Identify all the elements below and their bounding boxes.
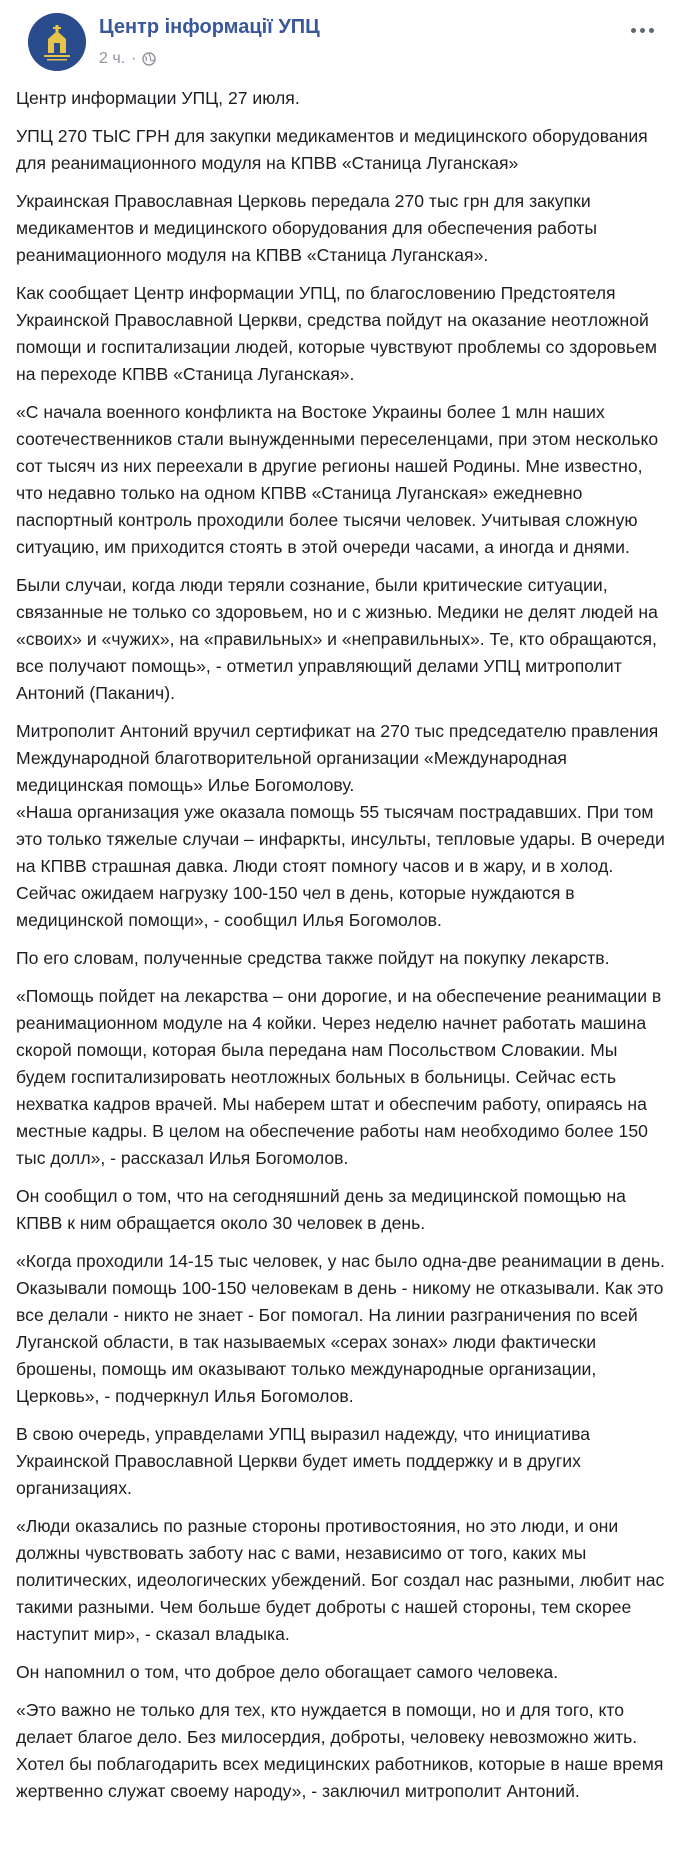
meta-separator: · — [131, 50, 137, 67]
more-options-icon[interactable] — [628, 18, 656, 42]
church-logo-icon — [28, 13, 86, 71]
post-paragraph: Центр информации УПЦ, 27 июля. — [16, 88, 300, 108]
post-header — [16, 0, 666, 82]
post-author[interactable]: Центр інформації УПЦ — [99, 16, 320, 38]
post-meta — [99, 50, 156, 68]
post-paragraph: «Наша организация уже оказала помощь 55 тысячам пострадавших. При том это только тяжелые случаи – инфаркты, инсульты, тепловые удары. В очереди на КПВВ страшная давка. Люди стоят помногу часов и в жару, и в холод. Сейчас ожидаем нагрузку 100-150 чел в день, которые нуждаются в медицинской помощи», - сообщил Илья Богомолов. — [16, 802, 665, 930]
post-paragraph: Он сообщил о том, что на сегодняшний день за медицинской помощью на КПВВ к ним обращается около 30 человек в день. — [16, 1186, 626, 1233]
post-body — [16, 85, 666, 1805]
globe-icon[interactable] — [142, 52, 156, 66]
post-paragraph: В свою очередь, управделами УПЦ выразил надежду, что инициатива Украинской Православной Церкви будет иметь поддержку и в других организациях. — [16, 1424, 591, 1498]
avatar[interactable] — [28, 13, 86, 71]
post-paragraph: УПЦ 270 ТЫС ГРН для закупки медикаментов и медицинского оборудования для реанимационного модуля на КПВВ «Станица Луганская» — [16, 126, 648, 173]
post-paragraph: Митрополит Антоний вручил сертификат на 270 тыс председателю правления Международной благотворительной организации «Международная медицинская помощь» Илье Богомолову. — [16, 721, 659, 795]
post-paragraph: Как сообщает Центр информации УПЦ, по благословению Предстоятеля Украинской Православной Церкви, средства пойдут на оказание неотложной помощи и госпитализации людей, которые чувствуют проблемы со здоровьем на переходе КПВВ «Станица Луганская». — [16, 283, 657, 384]
post-paragraph: По его словам, полученные средства также пойдут на покупку лекарств. — [16, 948, 610, 968]
post-paragraph: «Когда проходили 14-15 тыс человек, у нас было одна-две реанимации в день. Оказывали помощь 100-150 человекам в день - никому не отказывали. Как это все делали - никто не знает - Бог помогал. На линии разграничения по всей Луганской области, в так называемых «серах зонах» люди фактически брошены, помощь им оказывают только международные организации, Церковь», - подчеркнул Илья Богомолов. — [16, 1251, 665, 1406]
post-paragraph: «Помощь пойдет на лекарства – они дорогие, и на обеспечение реанимации в реанимационном модуле на 4 койки. Через неделю начнет работать машина скорой помощи, которая была передана нам Посольством Словакии. Мы будем госпитализировать неотложных больных в больницы. Сейчас есть нехватка кадров врачей. Мы наберем штат и обеспечим работу, опираясь на местные кадры. В целом на обеспечение работы нам необходимо более 150 тыс долл», - рассказал Илья Богомолов. — [16, 986, 662, 1168]
post-paragraph: «Люди оказались по разные стороны противостояния, но это люди, и они должны чувствовать заботу нас с вами, независимо от того, каких мы политических, идеологических убеждений. Бог создал нас разными, любит нас такими разными. Чем больше будет доброты с нашей стороны, тем скорее наступит мир», - сказал владыка. — [16, 1516, 665, 1644]
post-paragraph: «Это важно не только для тех, кто нуждается в помощи, но и для того, кто делает благое дело. Без милосердия, доброты, человеку невозможно жить. Хотел бы поблагодарить всех медицинских работников, которые в наше время жертвенно служат своему народу», - заключил митрополит Антоний. — [16, 1700, 664, 1801]
post-paragraph: Украинская Православная Церковь передала 270 тыс грн для закупки медикаментов и медицинского оборудования для обеспечения работы реанимационного модуля на КПВВ «Станица Луганская». — [16, 191, 598, 265]
post-paragraph: Он напомнил о том, что доброе дело обогащает самого человека. — [16, 1662, 559, 1682]
post-time[interactable]: 2 ч. — [99, 50, 126, 67]
post-paragraph: «С начала военного конфликта на Востоке Украины более 1 млн наших соотечественников стали вынужденными переселенцами, при этом несколько сот тысяч из них переехали в другие регионы нашей Родины. Мне известно, что недавно только на одном КПВВ «Станица Луганская» ежедневно паспортный контроль проходили более тысячи человек. Учитывая сложную ситуацию, им приходится стоять в этой очереди часами, а иногда и днями. — [16, 402, 659, 557]
post-paragraph: Были случаи, когда люди теряли сознание, были критические ситуации, связанные не только со здоровьем, но и с жизнью. Медики не делят людей на «своих» и «чужих», на «правильных» и «неправильных». Те, кто обращаются, все получают помощь», - отметил управляющий делами УПЦ митрополит Антоний (Паканич). — [16, 575, 658, 703]
